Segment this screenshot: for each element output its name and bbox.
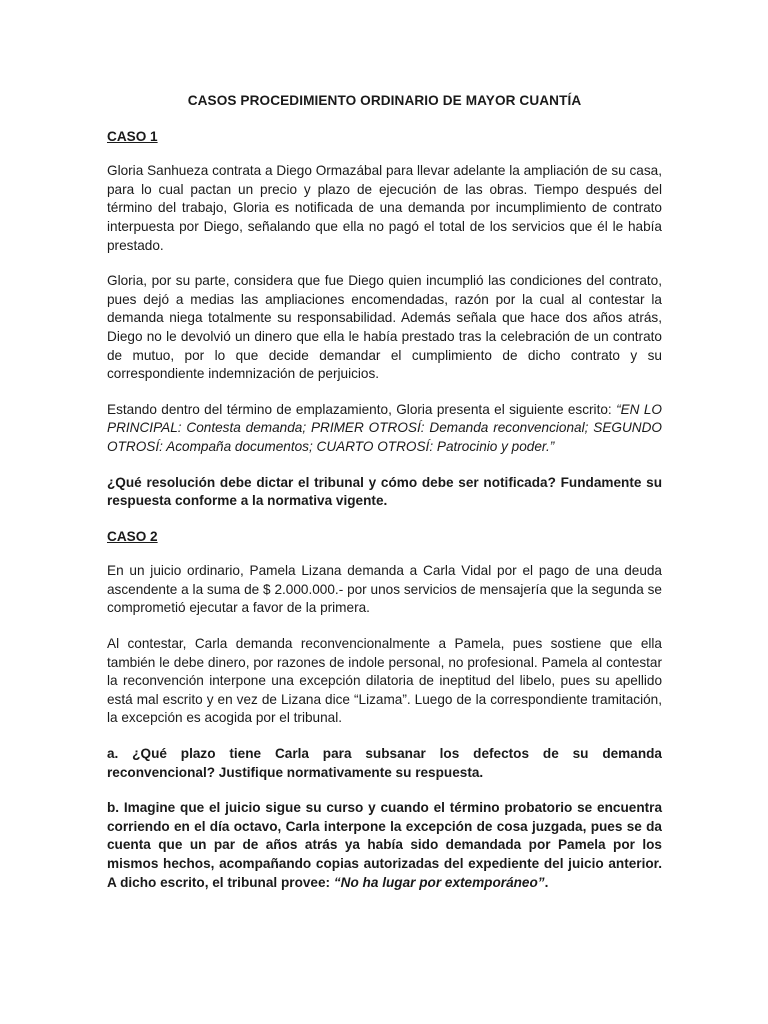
case-1-paragraph-3-intro: Estando dentro del término de emplazamiento, Gloria presenta el siguiente escrito: — [107, 401, 617, 417]
case-2-question-b-intro: b. Imagine que el juicio sigue su curso y cuando el término probatorio se encuentra corriendo en el día octavo, Carla interpone la excepción de cosa juzgada, pues se da cuenta que un par de años atrás ya había sido demandada por Pamela por los mismos hechos, acompañando copias autorizadas del expediente del juicio anterior. A dicho escrito, el tribunal provee: — [107, 800, 662, 890]
case-2-question-b — [107, 799, 662, 892]
case-1-heading: CASO 1 — [107, 128, 158, 144]
case-2-question-b-end: . — [544, 874, 549, 890]
case-2-heading: CASO 2 — [107, 528, 158, 544]
case-2-paragraph-2: Al contestar, Carla demanda reconvencionalmente a Pamela, pues sostiene que ella también le debe dinero, por razones de indole personal, no profesional. Pamela al contestar la reconvención interpone una excepción dilatoria de ineptitud del libelo, pues su apellido está mal escrito y en vez de Lizana dice “Lizama”. Luego de la correspondiente tramitación, la excepción es acogida por el tribunal. — [107, 636, 662, 726]
case-1-question: ¿Qué resolución debe dictar el tribunal y cómo debe ser notificada? Fundamente su respuesta conforme a la normativa vigente. — [107, 474, 662, 509]
case-2-tribunal-quote: “No ha lugar por extemporáneo” — [333, 874, 545, 890]
case-1-paragraph-3 — [107, 401, 662, 457]
case-2-paragraph-1: En un juicio ordinario, Pamela Lizana demanda a Carla Vidal por el pago de una deuda ascendente a la suma de $ 2.000.000.- por unos servicios de mensajería que la segunda se comprometió ejecutar a favor de la primera. — [107, 563, 662, 616]
case-1-paragraph-1: Gloria Sanhueza contrata a Diego Ormazábal para llevar adelante la ampliación de su casa, para lo cual pactan un precio y plazo de ejecución de las obras. Tiempo después del término del trabajo, Gloria es notificada de una demanda por incumplimiento de contrato interpuesta por Diego, señalando que ella no pagó el total de los servicios que él le había prestado. — [107, 163, 662, 253]
case-1-paragraph-2: Gloria, por su parte, considera que fue Diego quien incumplió las condiciones del contrato, pues dejó a medias las ampliaciones encomendadas, razón por la cual al contestar la demanda niega totalmente su responsabilidad. Además señala que hace dos años atrás, Diego no le devolvió un dinero que ella le había prestado tras la celebración de un contrato de mutuo, por lo que decide demandar el cumplimiento de dicho contrato y su correspondiente indemnización de perjuicios. — [107, 273, 662, 382]
document-page — [107, 92, 662, 909]
case-2-question-a: a. ¿Qué plazo tiene Carla para subsanar los defectos de su demanda reconvencional? Justifique normativamente su respuesta. — [107, 746, 662, 780]
document-title: CASOS PROCEDIMIENTO ORDINARIO DE MAYOR CUANTÍA — [187, 93, 582, 108]
case-1-escrito-quote: “EN LO PRINCIPAL: Contesta demanda; PRIMER OTROSÍ: Demanda reconvencional; SEGUNDO OTROSÍ: Acompaña documentos; CUARTO OTROSÍ: Patrocinio y poder.” — [107, 401, 662, 454]
